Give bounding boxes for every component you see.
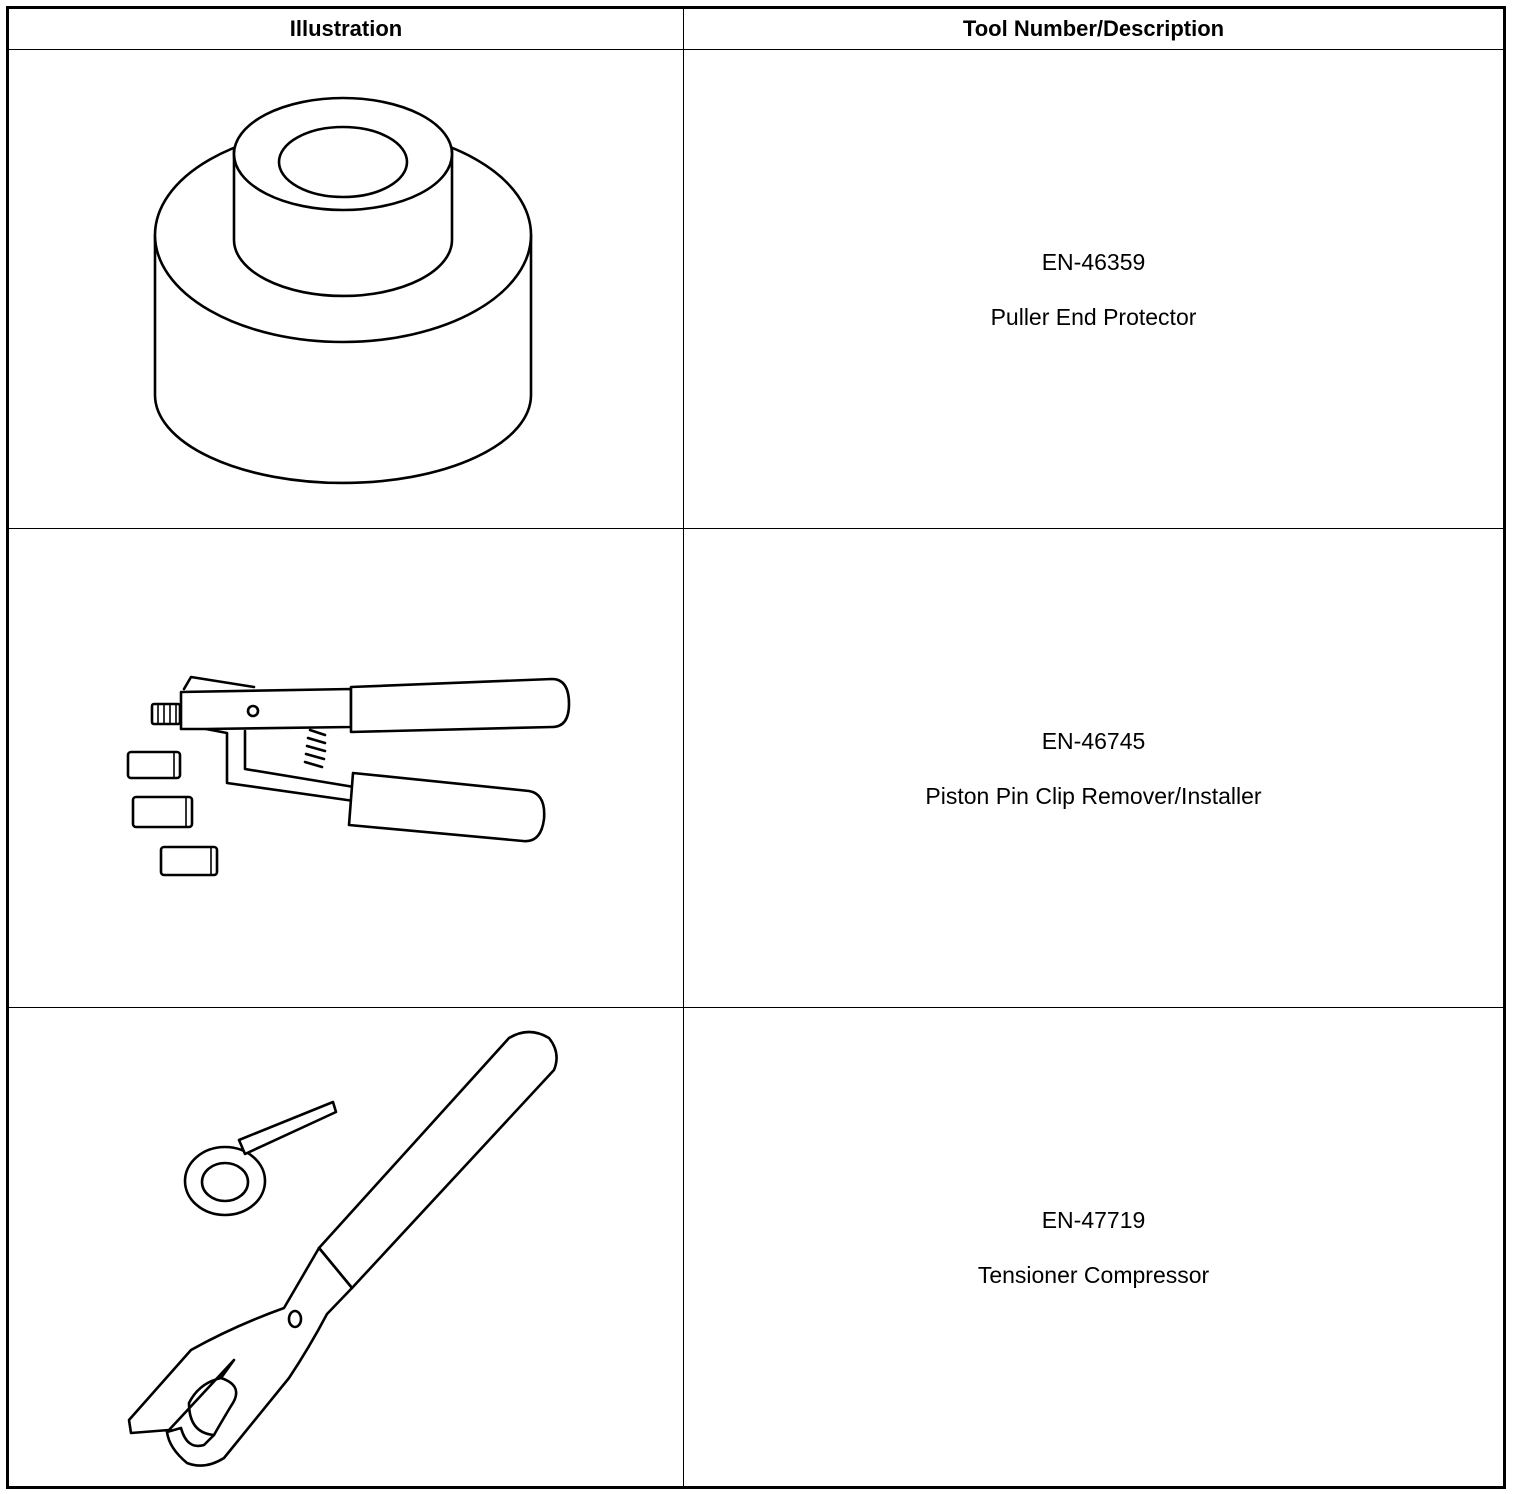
table-row: [8, 529, 1505, 1008]
illustration-cell: [8, 1008, 684, 1488]
table-row: [8, 50, 1505, 529]
tool-info-cell: [684, 1008, 1505, 1488]
illustration-cell: [8, 50, 684, 529]
tool-description: Tensioner Compressor: [977, 1261, 1210, 1288]
table-row: [8, 1008, 1505, 1488]
piston-pin-clip-pliers-icon: [9, 529, 685, 1007]
illustration-cell: [8, 529, 684, 1008]
tensioner-compressor-icon: [9, 1008, 685, 1486]
tool-number: EN-47719: [1041, 1206, 1146, 1233]
tool-info-cell: [684, 50, 1505, 529]
tool-info-cell: [684, 529, 1505, 1008]
tool-description: Piston Pin Clip Remover/Installer: [925, 782, 1262, 809]
tool-number: EN-46359: [1041, 248, 1146, 275]
tool-description-header: Tool Number/Description: [684, 8, 1505, 50]
puller-end-protector-icon: [9, 50, 685, 528]
tool-description: Puller End Protector: [990, 303, 1197, 330]
special-tools-table: [6, 6, 1506, 1489]
header-row: [8, 8, 1505, 50]
tool-number: EN-46745: [1041, 727, 1146, 754]
illustration-header: Illustration: [8, 8, 684, 50]
